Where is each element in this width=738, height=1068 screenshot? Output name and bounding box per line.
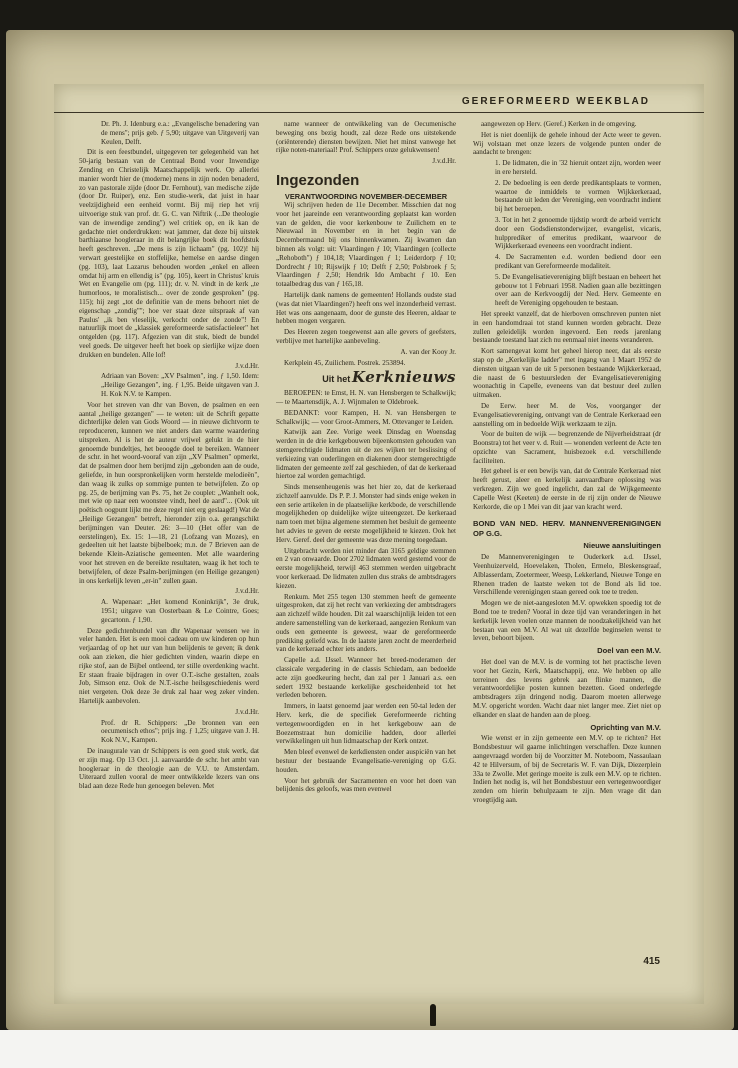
news-paragraph: Kort samengevat komt het geheel hierop neer, dat als eerste stap op de „Kerkelijke ladder" met ingang van 1 Maart 1952 de diensten uitgaan van de uit 5 personen bestaande Wijkkerkeraad, die naast de 6 bestuursleden der Evangelisatievereniging woonachtig in Capelle, eveneens van dat bestuur deel zullen uitmaken. bbox=[473, 347, 661, 400]
publication-title: GEREFORMEERD WEEKBLAD bbox=[461, 96, 650, 107]
news-paragraph: Renkum. Met 255 tegen 130 stemmen heeft de gemeente uitgesproken, dat zij het recht van verkiezing der ambtsdragers aan zichzelf wilde houden. Dit zal waarschijnlijk leiden tot een andere samenstelling van de kerkeraad, aangezien Renkum van ouds een gemeente is geweest, waar de gereformeerde prediking geliefd was. In de laatste jaren zocht de meerderheid van de kerkeraad echter iets anders. bbox=[276, 592, 456, 654]
list-item: 5. De Evangelisatievereniging blijft bestaan en beheert het gebouw tot 1 Februari 1958. Nadien gaan alle bezittingen over aan de Kerkvoogdij der Ned. Herv. Gemeente en heeft de Vereniging opgehouden te bestaan. bbox=[495, 272, 661, 308]
book-reference: Prof. dr R. Schippers: „De bronnen van een oecumenisch ethos"; prijs ing. ƒ 1,25; uitgave van J. H. Kok N.V., Kampen. bbox=[101, 718, 259, 745]
news-paragraph: Capelle a.d. IJssel. Wanneer het breed-moderamen der classicale vergadering in de classis Schiedam, aan bedoelde acte zijn goedkeuring hecht, dan zal per 1 Januari a.s. een sedert 1932 bestaande kerkelijke gescheidenheid tot het verleden behoren. bbox=[276, 656, 456, 700]
book-reference: Dr. Ph. J. Idenburg e.a.: „Evangelische benadering van de mens"; prijs geb. ƒ 5,90; uitgave van Uitgeverij van Keulen, Delft. bbox=[101, 120, 259, 146]
article-paragraph: Hartelijk dank namens de gemeenten! Hollands oudste stad (was dat niet Vlaardingen?) heeft ons wel inzonderheid verrast. Het was ons aangenaam, door de gunste des Heeren, aldaar te hebben mogen vergaren. bbox=[276, 290, 456, 326]
section-heading-kerknieuws bbox=[276, 368, 456, 387]
list-item: 1. De lidmaten, die in '32 hieruit ontzet zijn, worden weer in ere hersteld. bbox=[495, 159, 661, 176]
column-right bbox=[473, 120, 661, 950]
news-paragraph: Het is niet doenlijk de gehele inhoud der Acte weer te geven. Wij volstaan met onze lezers de volgende punten onder de aandacht te brengen: bbox=[473, 130, 661, 157]
signature: J.v.d.Hr. bbox=[235, 587, 259, 596]
book-reference: A. Wapenaar: „Het komend Koninkrijk", 3e druk, 1951; uitgave van Oosterbaan & Le Cointre, Goes; gecartonn. ƒ 1,90. bbox=[101, 598, 259, 624]
article-paragraph: Wij schrijven heden de 11e December. Misschien dat nog voor het jaareinde een verantwoording geplaatst kan worden van de gelden, die voor kerkenbouw te Zuilichem en te Nieuwaal in November en in het begin van de Decembermaand bij ons binnenkwamen. Zij kwamen dan binnen als volgt: uit: Vlaardingen ƒ 10; Vlaardingen (collecte „Rehoboth") ƒ 104,18; Vlaardingen ƒ 1; Leiderdorp ƒ 10; Dordrecht ƒ 10; Rijswijk ƒ 10; Delft ƒ 2,50; Polsbroek ƒ 5; Vlaardingen ƒ 2,50; Hendrik Ido Ambacht ƒ 10. Een totaalbedrag dus van ƒ 165,18. bbox=[276, 200, 456, 289]
news-paragraph: Immers, in laatst genoemd jaar werden een 50-tal leden der Herv. kerk, die de specifiek Gereformeerde richting vertegenwoordigden en in het kerkgebouw aan de Boezemstraat hun domicilie hadden, door allerlei verwikkelingen uit hun lidmaatschap der Kerk ontzet. bbox=[276, 702, 456, 746]
signature: J.v.d.Hr. bbox=[235, 361, 259, 370]
newspaper-page bbox=[54, 84, 704, 1004]
news-paragraph: De Eerw. heer M. de Vos, voorganger der Evangelisatievereniging, ontvangt van de Centrale Kerkeraad een aanstelling om in bedoelde Wijk werkzaam te zijn. bbox=[473, 401, 661, 428]
news-paragraph: Uitgebracht werden niet minder dan 3165 geldige stemmen en 2 van onwaarde. Door 2702 lidmaten werd gestemd voor de eerste mogelijkheid, terwijl 463 stemmen werden uitgebracht voor kerkeraad. De lidmaten zullen dus straks de ambtsdragers kiezen. bbox=[276, 546, 456, 590]
subheading-oprichting: Oprichting van M.V. bbox=[590, 722, 661, 732]
news-paragraph: BEROEPEN: te Emst, H. N. van Hensbergen te Schalkwijk; — te Maartensdijk, A. J. Wijnmalen te Oldebroek. bbox=[276, 389, 456, 406]
column-middle bbox=[276, 120, 456, 950]
signature: A. van der Kooy Jr. bbox=[400, 347, 456, 356]
binding-pin bbox=[430, 1004, 436, 1026]
news-paragraph: Het geheel is er een bewijs van, dat de Centrale Kerkeraad niet heeft gerust, aleer en kerkelijk aanvaardbare oplossing was verkregen. Zijn we goed ingelicht, dan zal de Wijkgemeente Capelle West (Keeten) de eerste in de rij zijn onder de Nieuwe Kerkorde, die op 1 Mei van dit jaar van kracht werd. bbox=[473, 467, 661, 511]
heading-prefix: Uit het bbox=[322, 374, 351, 385]
news-paragraph: De Mannenverenigingen te Ouderkerk a.d. IJssel, Veenhuizerveld, Hoevelaken, Tholen, Ermelo, Bleskensgraaf, Alblasserdam, Zoetermeer, Weesp, Lekkerland, Nieuwe Tonge en Rhenen traden de laatste weken tot de Bond als lid toe. Verschillende verenigingen staan gereed ook toe te treden. bbox=[473, 553, 661, 597]
subheading-nieuwe-aansluitingen: Nieuwe aansluitingen bbox=[583, 541, 661, 551]
list-item: 2. De bedoeling is een derde predikantsplaats te vormen, waartoe de inmiddels te vormen Wijkkerkeraad, bestaande uit leden der Vereniging, een voordracht indient bij het beroepen. bbox=[495, 178, 661, 214]
review-paragraph: De inaugurale van dr Schippers is een goed stuk werk, dat er zijn mag. Op 13 Oct. j.l. aanvaardde de schr. het ambt van hoogleraar in de theologie aan de V.U. te Amsterdam. Uiteraard zullen vooral de meer ontwikkelde lezers van ons blad aan deze Rede hun genoegen beleven. Met bbox=[79, 746, 259, 791]
page-number: 415 bbox=[643, 956, 660, 967]
subheading-verantwoording: VERANTWOORDING NOVEMBER-DECEMBER bbox=[284, 191, 448, 201]
list-item: 4. De Sacramenten e.d. worden bediend door een predikant van Gereformeerde modaliteit. bbox=[495, 253, 661, 270]
address-line: Kerkplein 45, Zuilichem. Postrek. 253894. bbox=[284, 358, 406, 367]
signature: J.v.d.Hr. bbox=[432, 157, 456, 166]
news-paragraph: Het doel van de M.V. is de vorming tot het practische leven voor het Gezin, Kerk, Maatschappij, enz. We hebben op alle terreinen des levens gebrek aan flinke mannen, die verantwoordelijke posten kunnen bezetten. Goed onderlegde ambtsdragers zijn dringend nodig. Daarom moeten allerwege M.V. opgericht worden. Wacht daar niet langer mee. Ziet niet op elkander en slaat de handen aan de ploeg. bbox=[473, 658, 661, 719]
news-paragraph: aangewezen op Herv. (Geref.) Kerken in de omgeving. bbox=[481, 120, 637, 128]
article-paragraph: Des Heeren zegen toegewenst aan alle gevers of geefsters, verblijve met hartelijke aanbeveling. bbox=[276, 328, 456, 345]
news-paragraph: BEDANKT: voor Kampen, H. N. van Hensbergen te Schalkwijk; — voor Groot-Ammers, M. Ottevanger te Leiden. bbox=[276, 408, 456, 426]
scan-margin bbox=[0, 1030, 738, 1068]
news-paragraph: Men bleef evenwel de kerkdiensten onder auspiciën van het bestuur der bestaande Evangelisatie-vereniging op G.G. houden. bbox=[276, 748, 456, 774]
news-paragraph: Mogen we de niet-aangesloten M.V. opwekken spoedig tot de Bond toe te treden? Vooral in deze tijd van veranderingen in het kerkelijk leven voelen onze mannen de noodzakelijkheid van het bestaan van een M.V. Al wat uit dezelfde beginselen wenst te leven, behoort bijeen. bbox=[473, 599, 661, 643]
review-paragraph: Dit is een feestbundel, uitgegeven ter gelegenheid van het 50-jarig bestaan van de Centraal Bond voor Inwendige Zending en Christelijk Maatschappelijk werk. Op allerlei manier wordt hier de (moderne) mens in zijn noden benaderd, zo van pastorale zijde (door Dr. Fernhout), van medische zijde (door Dr. Ruiper), enz. Een studie-werk, dat juist in haar veelzijdigheid een eenheid vormt. Bij mij riep het vrij uitvoerige stuk van prof. dr. G. C. van Niftrik (...De theologie van de inwendige zending") wel critiek op, en ik kan de gedachte niet onderdrukken: wat jammer, dat deze bij uitstek barthiaanse hoogleraar in dit belangrijke boek dit hoofdstuk heeft geschreven. „De mens is zijn lichaam" (pg. 102)! hij verwart geestelijke en stoffelijke, hemelse en aardse dingen (pg. 103), laat Lazarus behouden worden „enkel en alleen omdat hij arm en ellendig is" (pg. 105), keert in Christus' kruis Wet en Evangelie om (pg. 111); dr. v. N. vindt in de kerk „te humorloos, te moralistisch... over de zonde gesproken" (pg. 115); hij zegt „tot de definitie van de mens behoort niet de eigenschap „zondig""; hoe ver staat deze uitspraak af van Paulus' „ik ben vleselijk, verkocht onder de zonde"! En natuurlijk moet de „klassiek gereformeerde satisfactieleer" het ontgelden (pg. 117). Afgezien van dit stuk, biedt de bundel veel goeds. De uitgever heeft het boek op sierlijke wijze doen drukken en bundelen. Alle lof! bbox=[79, 148, 259, 359]
review-paragraph: Voor het streven van dhr van Boven, de psalmen en een aantal „heilige gezangen" — te weten: uit de Schrift gepatte dichterlijke delen van Gods Woord — in nieuwe dichtvorm te reproduceren, kunnen we niet anders dan warme waardering uitspreken. Al is het de auteur vrijwel gelukt in de hier genoemde bundeltjes, het beoogde doel te bereiken. Wanneer de schr. in het woord-vooraf van zijn „XV Psalmen" opmerkt, dat de psalmen door hem berijmd zijn „gebonden aan de oude, geliefde, in hun oorspronkelijken vorm herstelde melodieën", dan waag ik zulks op sommige punten te betwijfelen. Zo op pg. 25, de berijming van Ps. 75, het 2e couplet: „Wanhelt ook, met wie op naar een woonstee vindt, heel de aard"... (Ook uit poëtisch oogpunt lijkt me deze regel niet erg geslaagd!) Wat de „Heilige Gezangen" betreft, hieronder zijn o.a. gerangschikt berijmingen van Deuter. 26: 3—10 (Het offer van de eerstelingen), Ex. 15: 1—18, 21 (Lofzang van Mozes), en gedeelten uit het laatste bijbelboek; m.n. de 7 Brieven aan de bekende Klein-Aziatische gemeenten. Met alle waardering voor het streven en de bereikte resultaten, waag ik het toch te betwijfelen, of deze Psalm-berijmingen (en Heilige gezangen) in ons kerkelijk leven „er-in" zullen gaan. bbox=[79, 400, 259, 585]
review-paragraph: Deze gedichtenbundel van dhr Wapenaar wensen we in veler handen. Het is een mooi cadeau om uw kinderen op hun verjaardag of op het uur van hun belijdenis te geven; ik denk ook aan zieken, die hier gedichten vinden, waarin diepe en rijke stof, aan de Bijbel ontleend, ter stille overdenking wacht. Er staan fraaie bijdragen in over O.T.-ische gestalten, zoals Job, Simson enz. Ook de N.T.-ische heilsgeschiedenis werd niet vergeten. Ook deze 3e druk zal haar weg zeker vinden. Hartelijk aanbevolen. bbox=[79, 626, 259, 705]
scanned-page bbox=[6, 30, 734, 1030]
review-paragraph: name wanneer de ontwikkeling van de Oecumenische beweging ons bezig houdt, zal deze Rede ons uitstekende (oriënterende) diensten bewijzen. Niet het minst vanwege het rijke noten-materiaal! Prof. Schippers onze gelukwensen! bbox=[276, 120, 456, 155]
news-paragraph: Sinds mensenheugenis was het hier zo, dat de kerkeraad zichzelf aanvulde. Ds P. P. J. Monster had sinds enige weken in een serie artikelen in de plaatselijke kerkbode, de verschillende mogelijkheden op duidelijke wijze uiteengezet. De kerkeraad nam toen met bijna algemene stemmen het besluit de gemeente het advies te geven de eerste mogelijkheid te kiezen. Ook het Herv. Geref. deel der gemeente was deze mening toegedaan. bbox=[276, 483, 456, 544]
column-left bbox=[79, 120, 259, 950]
list-item: 3. Tot in het 2 genoemde tijdstip wordt de arbeid verricht door een Godsdienstonderwijzer, evangelist, vicaris, hulpprediker of emeritus predikant, waarvoor de Wijkkerkeraad eveneens een voordracht indient. bbox=[495, 215, 661, 251]
news-paragraph: Katwijk aan Zee. Vorige week Dinsdag en Woensdag werden in de drie kerkgebouwen bijeenkomsten gehouden van stemgerechtigde lidmaten uit de zes wijken ter beslissing of verkiezing van ouderlingen en diakenen door stemgerechtigde lidmaten der gemeente zelf zal geschieden, of dat de kerkeraad hiertoe zal worden gemachtigd. bbox=[276, 428, 456, 481]
signature: J.v.d.Hr. bbox=[235, 707, 259, 716]
section-heading-ingezonden: Ingezonden bbox=[276, 171, 360, 189]
news-paragraph: Voor het gebruik der Sacramenten en voor het doen van belijdenis des geloofs, was men evenwel bbox=[276, 776, 456, 794]
news-paragraph: Voor de buiten de wijk — begrenzende de Nijverheidstraat (dr Boonstra) tot het veer v. d. Ruit — wonenden verleent de Acte ten opzichte van Sacrament, huisbezoek e.d. verschillende faciliteiten. bbox=[473, 430, 661, 465]
book-reference: Adriaan van Boven: „XV Psalmen", ing. ƒ 1,50. Idem: „Heilige Gezangen", ing. ƒ 1,95. Beide uitgaven van J. H. Kok N.V. te Kampen. bbox=[101, 372, 259, 398]
page-header bbox=[54, 96, 704, 113]
news-paragraph: Wie wenst er in zijn gemeente een M.V. op te richten? Het Bondsbestuur wil gaarne inlichtingen verschaffen. Deze kunnen aangevraagd worden bij de Voorzitter M. Noteboom, Nassaulaan 42 te Hilversum, of bij de Secretaris W. F. van Dijk, Diezerplein 33a te Zwolle. Met geringe moeite is zulk een M.V. op te richten. Indien het nodig is, wil het Bondsbestuur een vertegenwoordiger zenden om hierin behulpzaam te zijn. Men vrage dit dan vroegtijdig aan. bbox=[473, 734, 661, 804]
heading-kerknieuws: Kerknieuws bbox=[352, 368, 456, 387]
section-heading-bond: BOND VAN NED. HERV. MANNENVERENIGINGEN OP G.G. bbox=[473, 519, 661, 538]
subheading-doel: Doel van een M.V. bbox=[597, 646, 661, 656]
news-paragraph: Het spreekt vanzelf, dat de hierboven omschreven punten niet in een handomdraai tot stand kunnen worden gebracht. Deze zullen geleidelijk worden ingevoerd. Een reeds jarenlang bestaande toestand laat zich nu eenmaal niet ineens veranderen. bbox=[473, 309, 661, 345]
